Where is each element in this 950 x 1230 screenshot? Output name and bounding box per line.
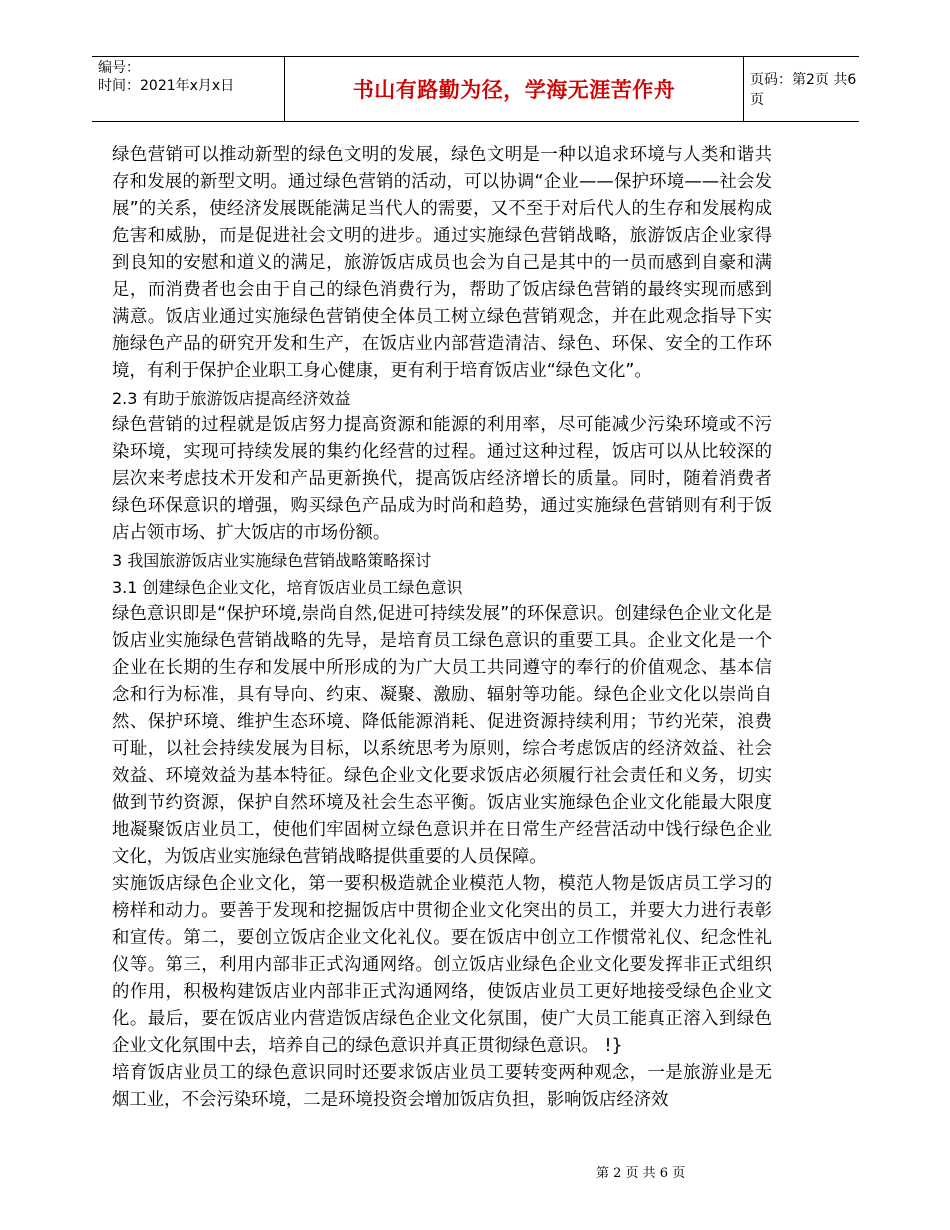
- paragraph-implement-culture: 实施饭店绿色企业文化，第一要积极造就企业模范人物，模范人物是饭店员工学习的榜样和动力。要善于发现和挖掘饭店中贯彻企业文化突出的员工，并要大力进行表彰和宣传。第二，要创立饭店企业文化礼仪。要在饭店中创立工作惯常礼仪、纪念性礼仪等。第三，利用内部非正式沟通网络。创立饭店业绿色企业文化要发挥非正式组织的作用，积极构建饭店业内部非正式沟通网络，使饭店业员工更好地接受绿色企业文化。最后，要在饭店业内营造饭店绿色企业文化氛围，使广大员工能真正溶入到绿色企业文化氛围中去，培养自己的绿色意识并真正贯彻绿色意识。 !}: [112, 874, 772, 1056]
- header-motto-cell: [285, 57, 744, 121]
- header-meta: [92, 57, 285, 121]
- page-footer: 第 2 页 共 6 页: [596, 1166, 686, 1181]
- paragraph-change-concepts: 培育饭店业员工的绿色意识同时还要求饭店业员工要转变两种观念，一是旅游业是无烟工业，不会污染环境，二是环境投资会增加饭店负担，影响饭店经济效: [112, 1063, 772, 1110]
- paragraph-green-awareness: 绿色意识即是“保护环境,崇尚自然,促进可持续发展”的环保意识。创建绿色企业文化是饭店业实施绿色营销战略的先导，是培育员工绿色意识的重要工具。企业文化是一个企业在长期的生存和发展中所形成的为广大员工共同遵守的奉行的价值观念、基本信念和行为标准，具有导向、约束、凝聚、激励、辐射等功能。绿色企业文化以崇尚自然、保护环境、维护生态环境、降低能源消耗、促进资源持续利用；节约光荣，浪费可耻，以社会持续发展为目标，以系统思考为原则，综合考虑饭店的经济效益、社会效益、环境效益为基本特征。绿色企业文化要求饭店必须履行社会责任和义务，切实做到节约资源，保护自然环境及社会生态平衡。饭店业实施绿色企业文化能最大限度地凝聚饭店业员工，使他们牢固树立绿色意识并在日常生产经营活动中饯行绿色企业文化，为饭店业实施绿色营销战略提供重要的人员保障。: [112, 604, 772, 867]
- paragraph-economic-benefit: 绿色营销的过程就是饭店努力提高资源和能源的利用率，尽可能减少污染环境或不污染环境，实现可持续发展的集约化经营的过程。通过这种过程，饭店可以从比较深的层次来考虑技术开发和产品更新换代，提高饭店经济增长的质量。同时，随着消费者绿色环保意识的增强，购买绿色产品成为时尚和趋势，通过实施绿色营销则有利于饭店占领市场、扩大饭店的市场份额。: [112, 415, 772, 543]
- header-motto: 书山有路勤为径，学海无涯苦作舟: [352, 78, 676, 102]
- document-number-label: 编号：: [98, 60, 140, 76]
- paragraph-green-civilization: 绿色营销可以推动新型的绿色文明的发展，绿色文明是一种以追求环境与人类和谐共存和发展的新型文明。通过绿色营销的活动，可以协调“企业——保护环境——社会发展”的关系，使经济发展既能满足当代人的需要，又不至于对后代人的生存和发展构成危害和威胁，而是促进社会文明的进步。通过实施绿色营销战略，旅游饭店企业家得到良知的安慰和道义的满足，旅游饭店成员也会为自己是其中的一员而感到自豪和满足，而消费者也会由于自己的绿色消费行为，帮助了饭店绿色营销的最终实现而感到满意。饭店业通过实施绿色营销使全体员工树立绿色营销观念，并在此观念指导下实施绿色产品的研究开发和生产，在饭店业内部营造清洁、绿色、环保、安全的工作环境，有利于保护企业职工身心健康，更有利于培育饭店业“绿色文化”。: [112, 145, 772, 381]
- document-body: [112, 142, 772, 1114]
- header-page-cell: [744, 57, 859, 121]
- page-header: [92, 56, 859, 122]
- section-heading-2-3: 2.3 有助于旅游饭店提高经济效益: [112, 389, 351, 408]
- section-heading-3-1: 3.1 创建绿色企业文化，培育饭店业员工绿色意识: [112, 578, 463, 597]
- section-heading-3: 3 我国旅游饭店业实施绿色营销战略策略探讨: [112, 551, 432, 570]
- header-page-number: 页码：第2页 共6页: [750, 72, 857, 108]
- document-time-label: 时间：2021年x月x日: [98, 78, 235, 94]
